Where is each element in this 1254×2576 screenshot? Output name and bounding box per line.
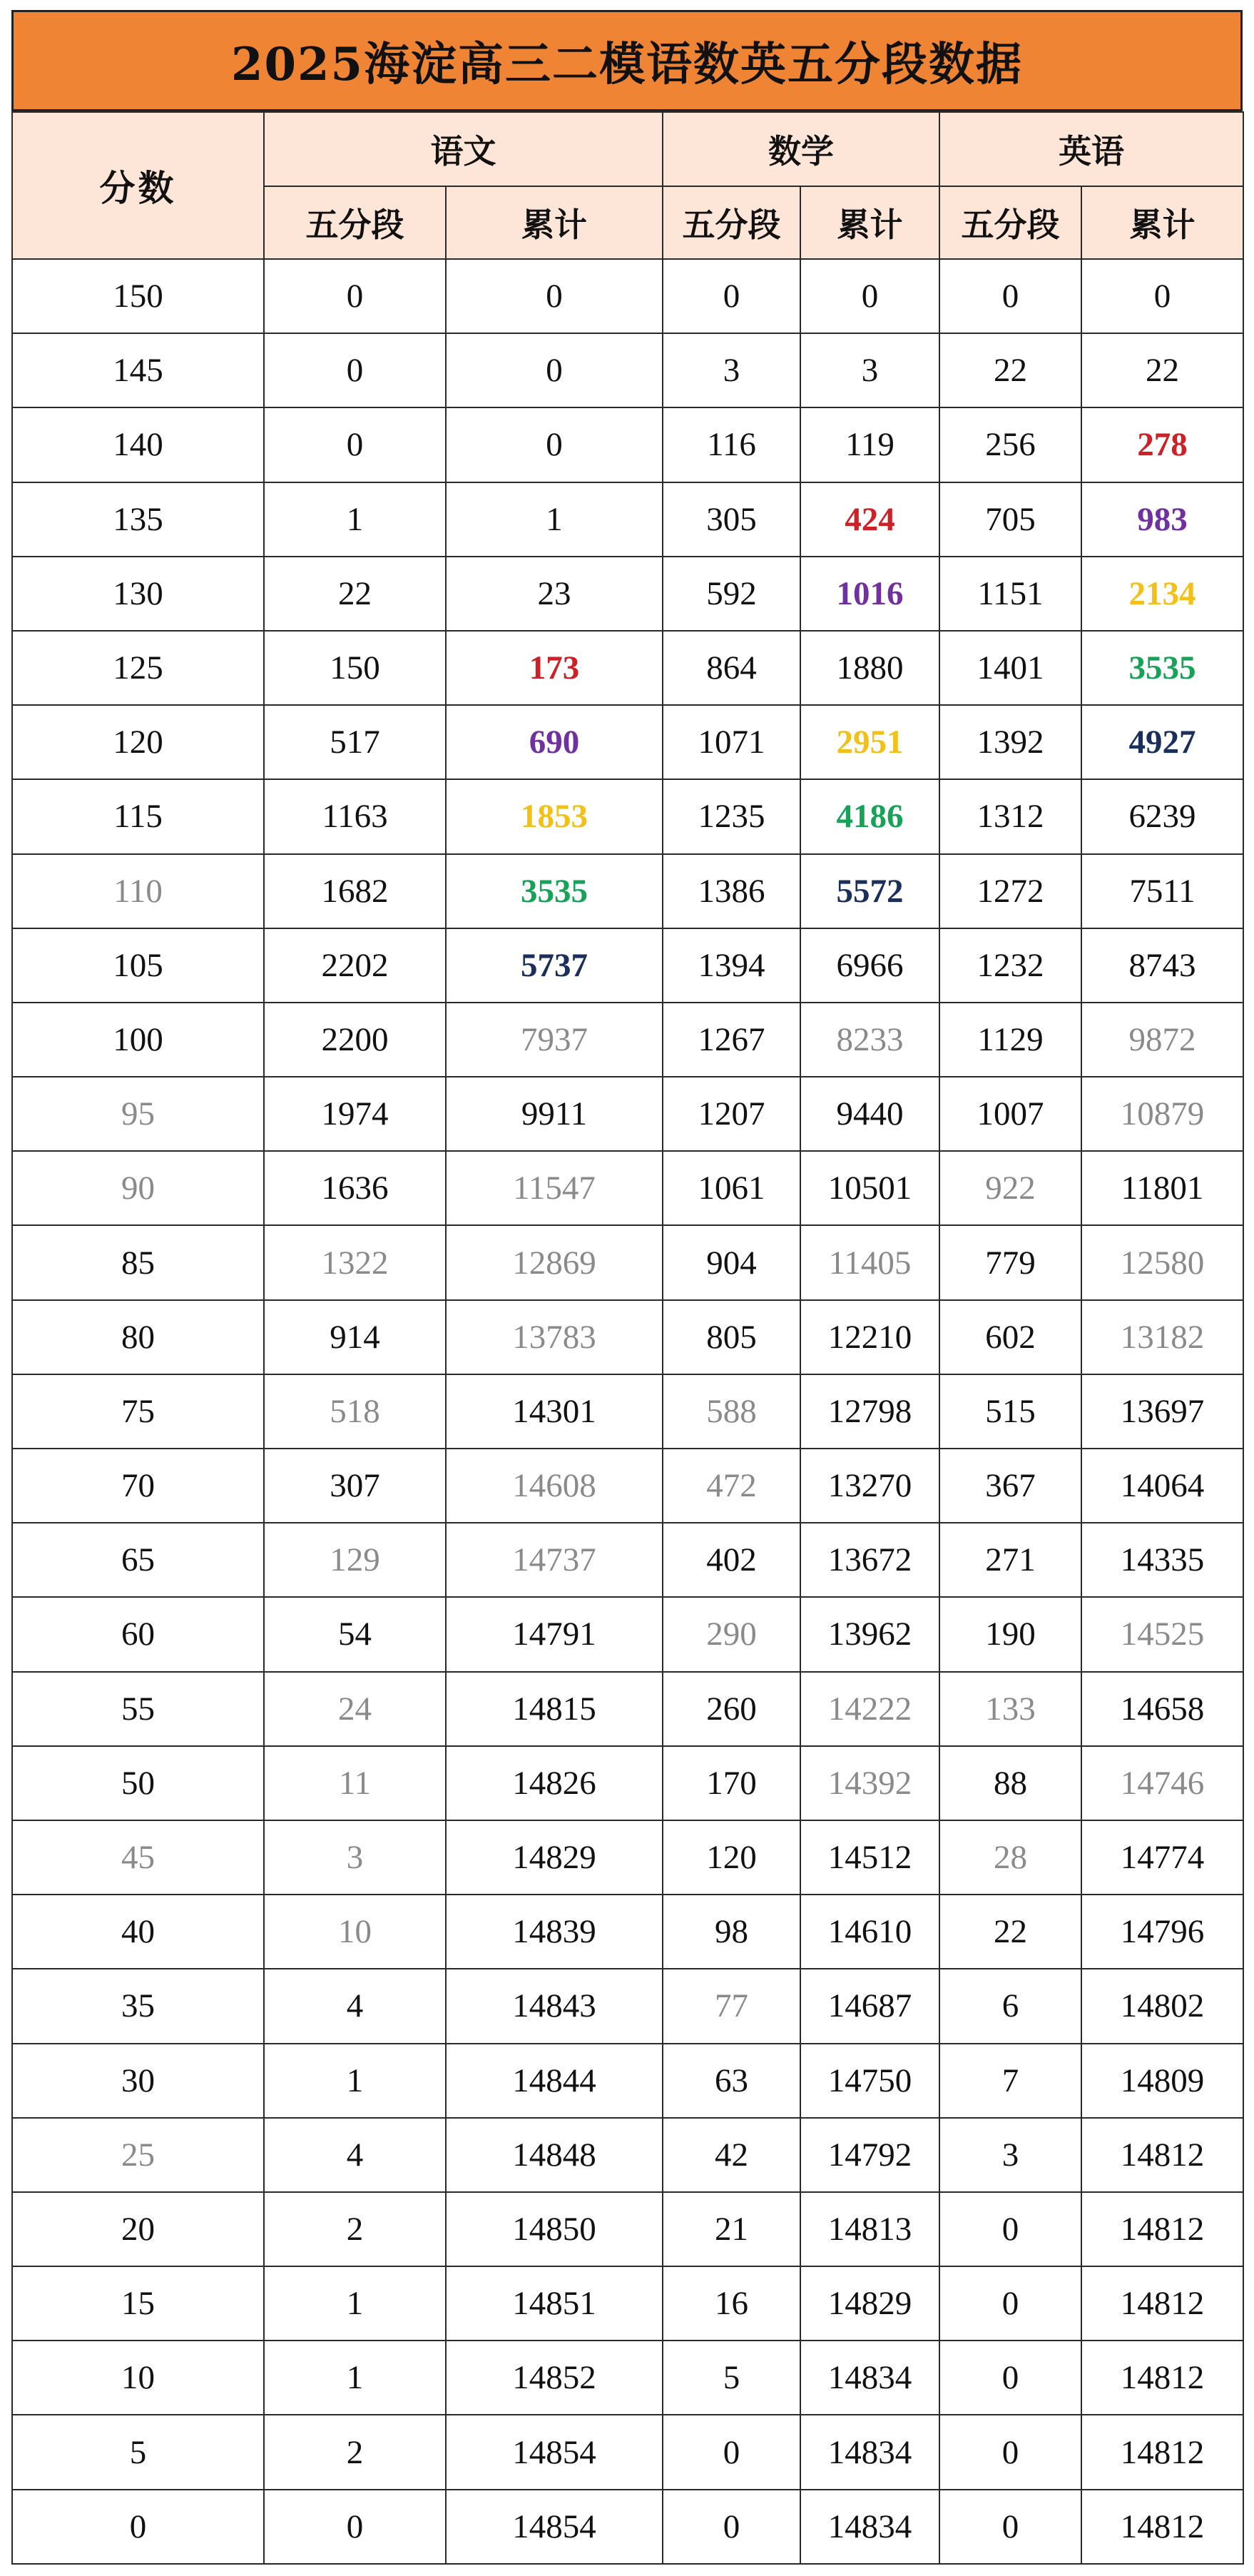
math-cumulative-cell: 13270 (800, 1449, 939, 1523)
english-cumulative-cell: 4927 (1081, 705, 1243, 779)
chinese-segment-cell: 0 (264, 2490, 446, 2564)
math-segment-cell: 305 (663, 482, 800, 557)
english-segment-cell: 256 (939, 407, 1081, 482)
math-segment-cell: 120 (663, 1820, 800, 1895)
math-segment-cell: 116 (663, 407, 800, 482)
chinese-segment-cell: 0 (264, 407, 446, 482)
chinese-cumulative-cell: 14850 (446, 2192, 663, 2266)
math-segment-cell: 1071 (663, 705, 800, 779)
math-cumulative-cell: 14829 (800, 2266, 939, 2341)
table-row (12, 1969, 1243, 2043)
score-cell: 75 (12, 1374, 264, 1449)
english-cumulative-cell: 0 (1081, 259, 1243, 333)
english-segment-cell: 7 (939, 2044, 1081, 2118)
score-cell: 100 (12, 1003, 264, 1077)
math-segment-cell: 290 (663, 1597, 800, 1671)
score-cell: 140 (12, 407, 264, 482)
math-cumulative-cell: 2951 (800, 705, 939, 779)
english-cumulative-cell: 12580 (1081, 1225, 1243, 1299)
chinese-cumulative-cell: 0 (446, 333, 663, 407)
math-cumulative-cell: 1016 (800, 557, 939, 631)
page-title: 2025海淀高三二模语数英五分段数据 (11, 10, 1243, 111)
table-body (12, 259, 1243, 2564)
score-cell: 30 (12, 2044, 264, 2118)
math-segment-cell: 1267 (663, 1003, 800, 1077)
table-row (12, 1746, 1243, 1820)
english-segment-cell: 0 (939, 2266, 1081, 2341)
english-cumulative-cell: 14809 (1081, 2044, 1243, 2118)
chinese-cumulative-cell: 14608 (446, 1449, 663, 1523)
chinese-segment-cell: 1 (264, 482, 446, 557)
english-segment-cell: 1401 (939, 631, 1081, 705)
table-row (12, 557, 1243, 631)
table-row (12, 1820, 1243, 1895)
score-cell: 135 (12, 482, 264, 557)
segment-header-math: 五分段 (663, 186, 800, 259)
english-segment-cell: 190 (939, 1597, 1081, 1671)
score-cell: 10 (12, 2341, 264, 2415)
chinese-segment-cell: 1322 (264, 1225, 446, 1299)
math-cumulative-cell: 13962 (800, 1597, 939, 1671)
english-segment-cell: 0 (939, 259, 1081, 333)
math-segment-cell: 5 (663, 2341, 800, 2415)
score-cell: 35 (12, 1969, 264, 2043)
chinese-segment-cell: 2202 (264, 928, 446, 1003)
chinese-cumulative-cell: 690 (446, 705, 663, 779)
table-header (12, 112, 1243, 259)
math-cumulative-cell: 11405 (800, 1225, 939, 1299)
score-cell: 125 (12, 631, 264, 705)
math-cumulative-cell: 8233 (800, 1003, 939, 1077)
math-segment-cell: 1394 (663, 928, 800, 1003)
chinese-segment-cell: 4 (264, 1969, 446, 2043)
math-segment-cell: 42 (663, 2118, 800, 2192)
score-cell: 45 (12, 1820, 264, 1895)
english-cumulative-cell: 2134 (1081, 557, 1243, 631)
math-segment-cell: 98 (663, 1895, 800, 1969)
math-cumulative-cell: 14512 (800, 1820, 939, 1895)
table-row (12, 1225, 1243, 1299)
score-cell: 120 (12, 705, 264, 779)
math-segment-cell: 1207 (663, 1077, 800, 1151)
english-segment-cell: 779 (939, 1225, 1081, 1299)
math-cumulative-cell: 13672 (800, 1523, 939, 1597)
math-segment-cell: 402 (663, 1523, 800, 1597)
score-cell: 80 (12, 1300, 264, 1374)
math-segment-cell: 864 (663, 631, 800, 705)
math-cumulative-cell: 12798 (800, 1374, 939, 1449)
chinese-segment-cell: 914 (264, 1300, 446, 1374)
math-cumulative-cell: 12210 (800, 1300, 939, 1374)
chinese-segment-cell: 150 (264, 631, 446, 705)
math-segment-cell: 472 (663, 1449, 800, 1523)
math-cumulative-cell: 14392 (800, 1746, 939, 1820)
english-segment-cell: 1129 (939, 1003, 1081, 1077)
table-row (12, 928, 1243, 1003)
score-cell: 15 (12, 2266, 264, 2341)
table-row (12, 2192, 1243, 2266)
math-segment-cell: 16 (663, 2266, 800, 2341)
chinese-segment-cell: 10 (264, 1895, 446, 1969)
chinese-cumulative-cell: 14844 (446, 2044, 663, 2118)
chinese-cumulative-cell: 14854 (446, 2415, 663, 2489)
table-row (12, 2044, 1243, 2118)
table-row (12, 1300, 1243, 1374)
chinese-cumulative-cell: 23 (446, 557, 663, 631)
score-cell: 70 (12, 1449, 264, 1523)
score-cell: 0 (12, 2490, 264, 2564)
score-cell: 65 (12, 1523, 264, 1597)
english-cumulative-cell: 14812 (1081, 2415, 1243, 2489)
english-cumulative-cell: 983 (1081, 482, 1243, 557)
table-row (12, 779, 1243, 853)
english-cumulative-cell: 10879 (1081, 1077, 1243, 1151)
math-segment-cell: 0 (663, 2490, 800, 2564)
chinese-cumulative-cell: 14839 (446, 1895, 663, 1969)
english-segment-cell: 1151 (939, 557, 1081, 631)
chinese-segment-cell: 54 (264, 1597, 446, 1671)
table-row (12, 854, 1243, 928)
score-cell: 145 (12, 333, 264, 407)
english-segment-cell: 88 (939, 1746, 1081, 1820)
math-segment-cell: 77 (663, 1969, 800, 2043)
score-cell: 25 (12, 2118, 264, 2192)
math-cumulative-cell: 119 (800, 407, 939, 482)
chinese-segment-cell: 22 (264, 557, 446, 631)
english-cumulative-cell: 13697 (1081, 1374, 1243, 1449)
english-segment-cell: 367 (939, 1449, 1081, 1523)
math-cumulative-cell: 424 (800, 482, 939, 557)
chinese-segment-cell: 2 (264, 2192, 446, 2266)
english-cumulative-cell: 6239 (1081, 779, 1243, 853)
math-cumulative-cell: 14610 (800, 1895, 939, 1969)
chinese-segment-cell: 3 (264, 1820, 446, 1895)
english-cumulative-cell: 14525 (1081, 1597, 1243, 1671)
english-cumulative-cell: 3535 (1081, 631, 1243, 705)
chinese-segment-cell: 2200 (264, 1003, 446, 1077)
math-segment-cell: 170 (663, 1746, 800, 1820)
chinese-segment-cell: 1163 (264, 779, 446, 853)
english-cumulative-cell: 278 (1081, 407, 1243, 482)
chinese-cumulative-cell: 9911 (446, 1077, 663, 1151)
math-segment-cell: 904 (663, 1225, 800, 1299)
segment-header-chinese: 五分段 (264, 186, 446, 259)
subject-header-english: 英语 (939, 112, 1243, 186)
english-segment-cell: 1232 (939, 928, 1081, 1003)
score-cell: 150 (12, 259, 264, 333)
chinese-segment-cell: 518 (264, 1374, 446, 1449)
table-row (12, 1151, 1243, 1225)
english-cumulative-cell: 14796 (1081, 1895, 1243, 1969)
score-cell: 85 (12, 1225, 264, 1299)
chinese-segment-cell: 307 (264, 1449, 446, 1523)
english-cumulative-cell: 8743 (1081, 928, 1243, 1003)
score-column-header: 分数 (12, 112, 264, 259)
table-row (12, 1895, 1243, 1969)
table-row (12, 259, 1243, 333)
math-cumulative-cell: 14750 (800, 2044, 939, 2118)
chinese-cumulative-cell: 14843 (446, 1969, 663, 2043)
english-segment-cell: 1272 (939, 854, 1081, 928)
chinese-segment-cell: 1682 (264, 854, 446, 928)
english-segment-cell: 0 (939, 2192, 1081, 2266)
chinese-cumulative-cell: 14815 (446, 1672, 663, 1746)
score-cell: 115 (12, 779, 264, 853)
english-segment-cell: 0 (939, 2415, 1081, 2489)
score-cell: 90 (12, 1151, 264, 1225)
table-row (12, 705, 1243, 779)
english-segment-cell: 6 (939, 1969, 1081, 2043)
cumulative-header-chinese: 累计 (446, 186, 663, 259)
math-cumulative-cell: 14792 (800, 2118, 939, 2192)
english-segment-cell: 1312 (939, 779, 1081, 853)
english-cumulative-cell: 9872 (1081, 1003, 1243, 1077)
table-row (12, 2341, 1243, 2415)
math-segment-cell: 1061 (663, 1151, 800, 1225)
english-segment-cell: 922 (939, 1151, 1081, 1225)
english-segment-cell: 22 (939, 333, 1081, 407)
score-cell: 110 (12, 854, 264, 928)
table-row (12, 2266, 1243, 2341)
math-cumulative-cell: 14813 (800, 2192, 939, 2266)
cumulative-header-math: 累计 (800, 186, 939, 259)
table-row (12, 2490, 1243, 2564)
math-segment-cell: 3 (663, 333, 800, 407)
score-cell: 130 (12, 557, 264, 631)
english-cumulative-cell: 22 (1081, 333, 1243, 407)
chinese-cumulative-cell: 14851 (446, 2266, 663, 2341)
table-row (12, 333, 1243, 407)
chinese-cumulative-cell: 14829 (446, 1820, 663, 1895)
chinese-segment-cell: 4 (264, 2118, 446, 2192)
score-cell: 40 (12, 1895, 264, 1969)
english-segment-cell: 602 (939, 1300, 1081, 1374)
english-segment-cell: 0 (939, 2341, 1081, 2415)
english-segment-cell: 3 (939, 2118, 1081, 2192)
chinese-cumulative-cell: 11547 (446, 1151, 663, 1225)
chinese-cumulative-cell: 3535 (446, 854, 663, 928)
table-row (12, 1523, 1243, 1597)
chinese-cumulative-cell: 14826 (446, 1746, 663, 1820)
chinese-segment-cell: 1974 (264, 1077, 446, 1151)
math-cumulative-cell: 0 (800, 259, 939, 333)
table-row (12, 631, 1243, 705)
math-segment-cell: 260 (663, 1672, 800, 1746)
math-cumulative-cell: 5572 (800, 854, 939, 928)
chinese-segment-cell: 1 (264, 2341, 446, 2415)
chinese-cumulative-cell: 1853 (446, 779, 663, 853)
chinese-segment-cell: 1 (264, 2044, 446, 2118)
chinese-cumulative-cell: 1 (446, 482, 663, 557)
english-cumulative-cell: 14812 (1081, 2266, 1243, 2341)
table-row (12, 1672, 1243, 1746)
math-cumulative-cell: 14834 (800, 2415, 939, 2489)
math-cumulative-cell: 14834 (800, 2490, 939, 2564)
table-row (12, 2118, 1243, 2192)
english-segment-cell: 271 (939, 1523, 1081, 1597)
math-segment-cell: 63 (663, 2044, 800, 2118)
chinese-cumulative-cell: 14791 (446, 1597, 663, 1671)
chinese-segment-cell: 129 (264, 1523, 446, 1597)
chinese-cumulative-cell: 5737 (446, 928, 663, 1003)
math-cumulative-cell: 9440 (800, 1077, 939, 1151)
score-cell: 50 (12, 1746, 264, 1820)
table-row (12, 2415, 1243, 2489)
english-segment-cell: 1007 (939, 1077, 1081, 1151)
table-row (12, 407, 1243, 482)
chinese-segment-cell: 24 (264, 1672, 446, 1746)
score-cell: 5 (12, 2415, 264, 2489)
chinese-cumulative-cell: 12869 (446, 1225, 663, 1299)
english-segment-cell: 133 (939, 1672, 1081, 1746)
math-cumulative-cell: 14222 (800, 1672, 939, 1746)
english-cumulative-cell: 14802 (1081, 1969, 1243, 2043)
chinese-cumulative-cell: 14848 (446, 2118, 663, 2192)
math-segment-cell: 588 (663, 1374, 800, 1449)
score-cell: 60 (12, 1597, 264, 1671)
english-cumulative-cell: 14335 (1081, 1523, 1243, 1597)
english-cumulative-cell: 7511 (1081, 854, 1243, 928)
table-row (12, 1077, 1243, 1151)
math-cumulative-cell: 4186 (800, 779, 939, 853)
chinese-segment-cell: 517 (264, 705, 446, 779)
chinese-segment-cell: 1636 (264, 1151, 446, 1225)
chinese-segment-cell: 0 (264, 333, 446, 407)
chinese-segment-cell: 11 (264, 1746, 446, 1820)
chinese-segment-cell: 1 (264, 2266, 446, 2341)
math-segment-cell: 1235 (663, 779, 800, 853)
english-cumulative-cell: 14812 (1081, 2490, 1243, 2564)
segment-header-english: 五分段 (939, 186, 1081, 259)
english-cumulative-cell: 14746 (1081, 1746, 1243, 1820)
math-segment-cell: 0 (663, 2415, 800, 2489)
math-segment-cell: 592 (663, 557, 800, 631)
math-segment-cell: 21 (663, 2192, 800, 2266)
score-cell: 105 (12, 928, 264, 1003)
chinese-cumulative-cell: 7937 (446, 1003, 663, 1077)
table-row (12, 1374, 1243, 1449)
chinese-cumulative-cell: 13783 (446, 1300, 663, 1374)
score-table-document (11, 10, 1243, 2565)
english-cumulative-cell: 14774 (1081, 1820, 1243, 1895)
chinese-cumulative-cell: 0 (446, 259, 663, 333)
cumulative-header-english: 累计 (1081, 186, 1243, 259)
score-cell: 20 (12, 2192, 264, 2266)
math-cumulative-cell: 6966 (800, 928, 939, 1003)
score-cell: 95 (12, 1077, 264, 1151)
math-cumulative-cell: 14834 (800, 2341, 939, 2415)
english-segment-cell: 28 (939, 1820, 1081, 1895)
chinese-cumulative-cell: 14854 (446, 2490, 663, 2564)
english-cumulative-cell: 14812 (1081, 2341, 1243, 2415)
table-row (12, 482, 1243, 557)
subject-header-chinese: 语文 (264, 112, 663, 186)
math-cumulative-cell: 3 (800, 333, 939, 407)
chinese-segment-cell: 2 (264, 2415, 446, 2489)
table-row (12, 1597, 1243, 1671)
chinese-cumulative-cell: 173 (446, 631, 663, 705)
score-distribution-table (11, 111, 1244, 2565)
english-segment-cell: 22 (939, 1895, 1081, 1969)
english-cumulative-cell: 14658 (1081, 1672, 1243, 1746)
math-cumulative-cell: 10501 (800, 1151, 939, 1225)
english-segment-cell: 705 (939, 482, 1081, 557)
math-cumulative-cell: 14687 (800, 1969, 939, 2043)
chinese-cumulative-cell: 14301 (446, 1374, 663, 1449)
math-segment-cell: 0 (663, 259, 800, 333)
math-segment-cell: 1386 (663, 854, 800, 928)
english-cumulative-cell: 13182 (1081, 1300, 1243, 1374)
math-segment-cell: 805 (663, 1300, 800, 1374)
english-cumulative-cell: 14812 (1081, 2118, 1243, 2192)
subject-header-math: 数学 (663, 112, 939, 186)
chinese-cumulative-cell: 14737 (446, 1523, 663, 1597)
math-cumulative-cell: 1880 (800, 631, 939, 705)
table-row (12, 1449, 1243, 1523)
english-cumulative-cell: 14064 (1081, 1449, 1243, 1523)
english-cumulative-cell: 14812 (1081, 2192, 1243, 2266)
english-segment-cell: 1392 (939, 705, 1081, 779)
chinese-segment-cell: 0 (264, 259, 446, 333)
english-cumulative-cell: 11801 (1081, 1151, 1243, 1225)
english-segment-cell: 0 (939, 2490, 1081, 2564)
english-segment-cell: 515 (939, 1374, 1081, 1449)
score-cell: 55 (12, 1672, 264, 1746)
chinese-cumulative-cell: 0 (446, 407, 663, 482)
table-row (12, 1003, 1243, 1077)
chinese-cumulative-cell: 14852 (446, 2341, 663, 2415)
